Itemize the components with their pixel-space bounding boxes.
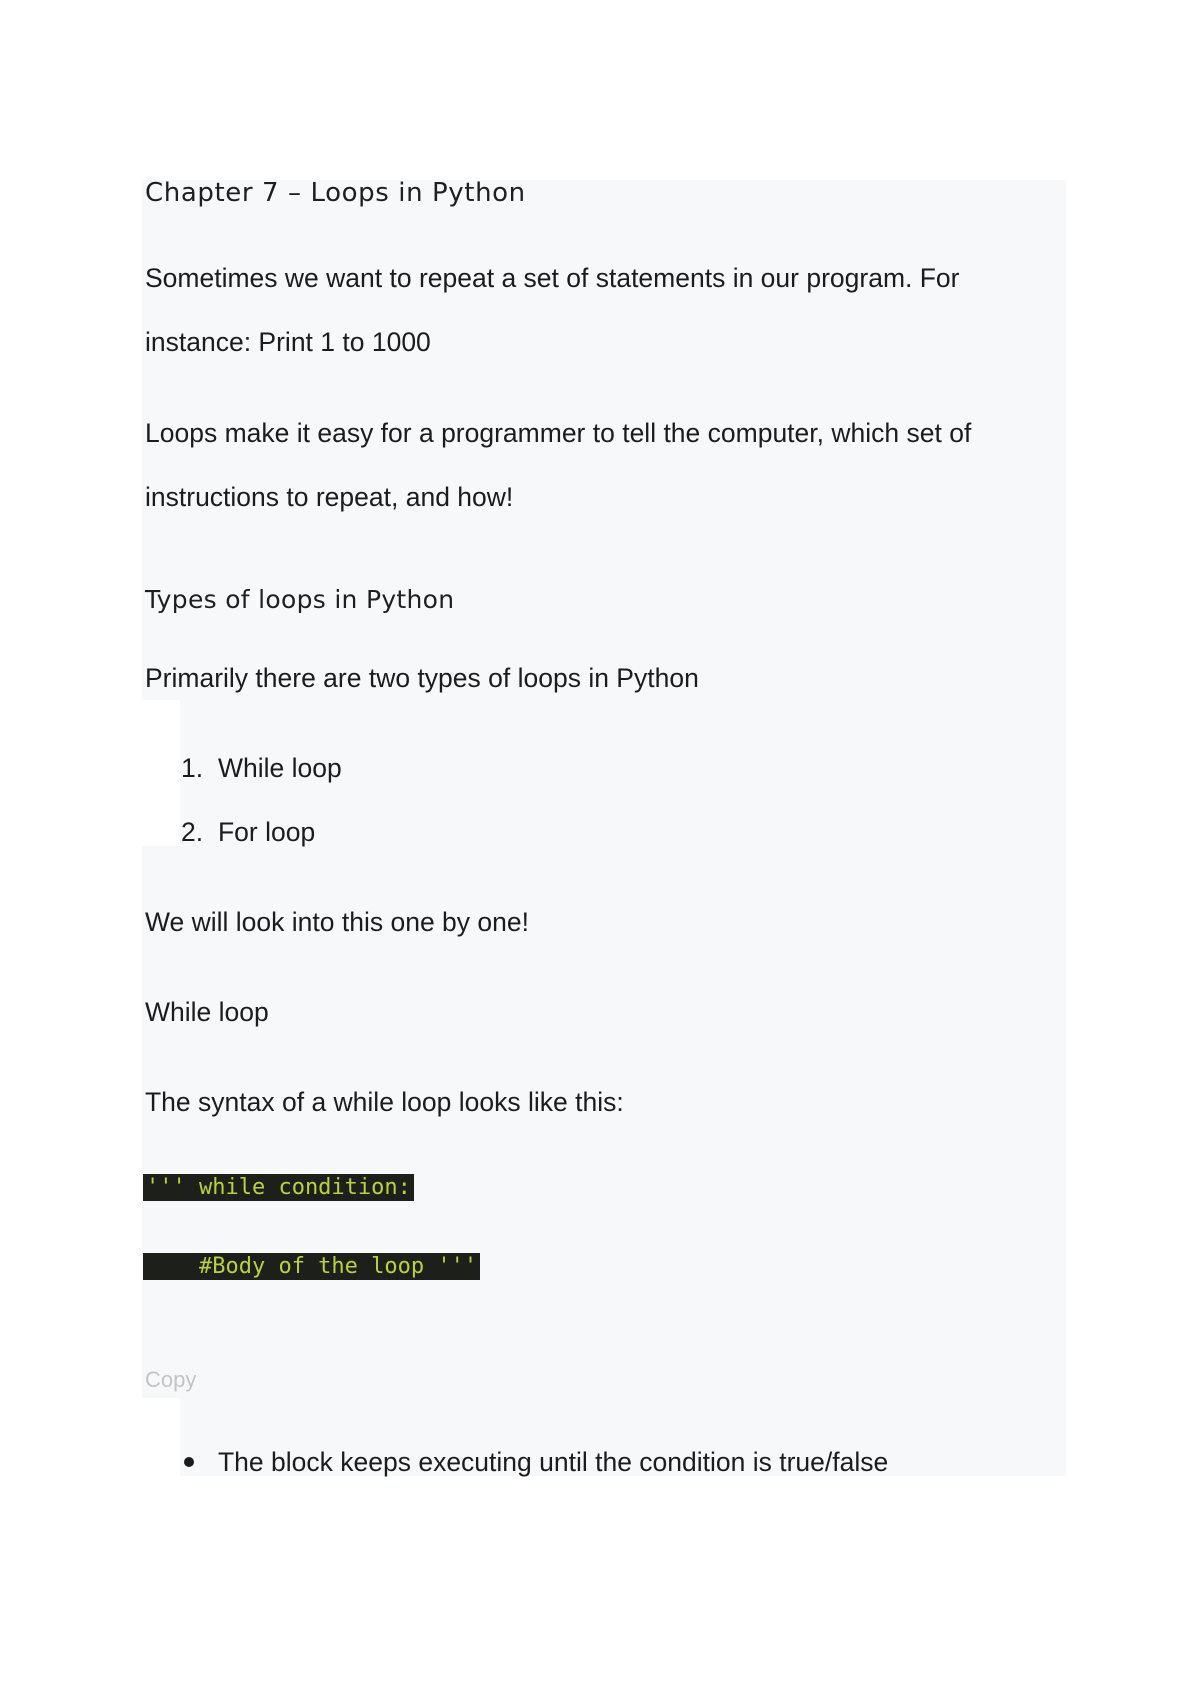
list-item-label: For loop — [218, 816, 316, 847]
list-item-number: 1. — [181, 752, 204, 783]
list-item-number: 2. — [181, 816, 204, 847]
types-intro: Primarily there are two types of loops in Python — [145, 663, 699, 693]
chapter-title: Chapter 7 – Loops in Python — [145, 178, 526, 208]
one-by-one-text: We will look into this one by one! — [145, 907, 529, 937]
types-heading: Types of loops in Python — [145, 585, 455, 614]
list-item — [181, 1432, 888, 1492]
syntax-intro: The syntax of a while loop looks like this: — [145, 1087, 624, 1117]
code-line-1: ''' while condition: — [143, 1174, 414, 1201]
intro-line-2: instance: Print 1 to 1000 — [145, 327, 431, 357]
list-item — [181, 736, 342, 800]
note-text: The block keeps executing until the condition is true/false — [218, 1446, 889, 1477]
list-item-label: While loop — [218, 752, 342, 783]
list-item — [181, 800, 342, 864]
code-line-2: #Body of the loop ''' — [143, 1253, 480, 1280]
bullet-indent-gap — [142, 1398, 180, 1476]
list-indent-gap — [142, 700, 180, 846]
while-heading: While loop — [145, 997, 269, 1027]
copy-button[interactable]: Copy — [145, 1367, 197, 1392]
notes-list — [181, 1432, 888, 1492]
bullet-icon — [184, 1457, 194, 1467]
intro-line-1: Sometimes we want to repeat a set of statements in our program. For — [145, 263, 960, 293]
loops-explain-line-2: instructions to repeat, and how! — [145, 482, 514, 512]
loops-explain-line-1: Loops make it easy for a programmer to tell the computer, which set of — [145, 418, 972, 448]
loop-types-list — [181, 736, 342, 864]
